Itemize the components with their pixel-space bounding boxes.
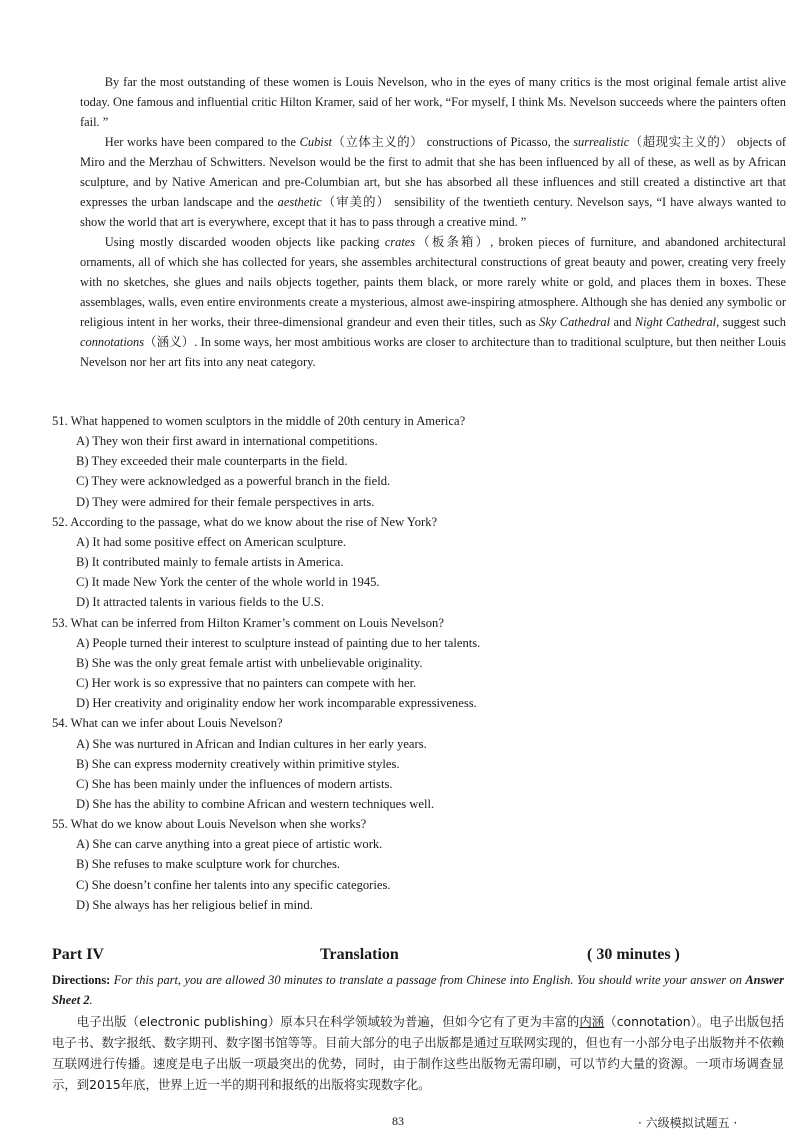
option-a: A) She can carve anything into a great piece of artistic work. <box>76 837 383 852</box>
text-run: Using mostly discarded wooden objects like packing <box>104 235 385 249</box>
term-crates: crates <box>384 235 416 249</box>
question-stem: 55. What do we know about Louis Nevelson when she works? <box>52 817 367 832</box>
directions-label: Directions: <box>52 973 111 987</box>
text-run: （connotation）。电子出版包括电子书、数字报纸、数字期刊、数字图书馆等等。目前大部分的电子出版都是通过互联网实现的，但也有一小部分电子出版物并不依赖互联网进行传播。速度是电子出版一项最突出的优势，同时，由于制作这些出版物无需印刷，可以节约大量的资源。一项市场调查显示，到2015年底，世界上近一半的期刊和报纸的出版将实现数字化。 <box>52 1014 785 1092</box>
passage-paragraph-3 <box>80 232 786 372</box>
option-a: A) They won their first award in international competitions. <box>76 434 378 449</box>
part-header <box>52 946 782 970</box>
option-b: B) It contributed mainly to female artists in America. <box>76 555 344 570</box>
gloss-crates: （板条箱） <box>415 235 491 249</box>
term-connotations: connotations <box>80 335 145 349</box>
question-stem: 51. What happened to women sculptors in the middle of 20th century in America? <box>52 414 466 428</box>
question-stem: 53. What can be inferred from Hilton Kramer’s comment on Louis Nevelson? <box>52 615 444 630</box>
part-time: ( 30 minutes ) <box>587 946 680 963</box>
gloss-aesthetic: （审美的） <box>321 195 391 209</box>
option-d: D) She has the ability to combine African and western techniques well. <box>76 796 435 811</box>
term-cubist: Cubist <box>299 135 332 149</box>
chinese-passage <box>52 1011 784 1095</box>
option-c: C) Her work is so expressive that no painters can compete with her. <box>76 676 417 691</box>
text-run: objects of Miro and the Merzhau of Schwitters. Nevelson would be the first to admit that she has been influenced by all of these, as well as by African sculpture, and by Native American and pre-Columbian art, but she has absorbed all these influences and still created a distinctive art that expresses the urban landscape and the <box>80 135 787 209</box>
text-run: constructions of Picasso, the <box>423 135 574 149</box>
passage-paragraph-2 <box>80 132 786 232</box>
option-c: C) They were acknowledged as a powerful branch in the field. <box>76 474 391 489</box>
directions-text: For this part, you are allowed 30 minutes to translate a passage from Chinese into English. You should write your answer on <box>110 973 746 987</box>
text-run: Her works have been compared to the <box>104 135 300 149</box>
gloss-connotations: （涵义） <box>144 335 195 349</box>
text-run: , broken pieces of furniture, and abandoned architectural ornaments, all of which she has collected for years, she assembles architectural constructions of great beauty and power, creating very freely with no sketches, she glues and nails objects together, paints them black, or more rarely white or gold, and places them in boxes. These assemblages, walls, even entire environments create a mysterious, almost awe-inspiring atmosphere. Although she has denied any symbolic or religious intent in her works, their three-dimensional grandeur and even their titles, such as <box>80 235 786 329</box>
question-stem: 54. What can we infer about Louis Nevelson? <box>52 716 283 731</box>
gloss-surrealistic: （超现实主义的） <box>629 135 734 149</box>
option-c: C) She doesn’t confine her talents into any specific categories. <box>76 877 391 892</box>
title-night-cathedral: Night Cathedral <box>634 315 717 329</box>
text-run: sensibility of the twentieth century. Nevelson says, “I have always wanted to show the world that art is everywhere, except that it has to pass through a creative mind. ” <box>80 195 786 229</box>
directions-end: . <box>89 993 93 1007</box>
term-aesthetic: aesthetic <box>277 195 322 209</box>
underlined-term: 内涵 <box>579 1014 605 1029</box>
option-d: D) It attracted talents in various fields to the U.S. <box>76 595 324 610</box>
option-c: C) It made New York the center of the whole world in 1945. <box>76 575 380 590</box>
question-52 <box>52 512 772 613</box>
option-d: D) Her creativity and originality endow her work incomparable expressiveness. <box>76 696 477 711</box>
option-b: B) They exceeded their male counterparts in the field. <box>76 454 348 469</box>
term-surrealistic: surrealistic <box>573 135 630 149</box>
option-b: B) She was the only great female artist with unbelievable originality. <box>76 655 423 670</box>
text-run: and <box>610 315 635 329</box>
option-d: D) They were admired for their female perspectives in arts. <box>76 494 375 509</box>
option-a: A) She was nurtured in African and Indian cultures in her early years. <box>76 736 427 751</box>
gloss-cubist: （立体主义的） <box>331 135 424 149</box>
text-run: , suggest such <box>716 315 786 329</box>
text-run: 电子出版（electronic publishing）原本只在科学领域较为普遍，但如今它有了更为丰富的 <box>76 1014 580 1029</box>
part-label: Part IV <box>52 946 104 963</box>
passage-paragraph-1: By far the most outstanding of these women is Louis Nevelson, who in the eyes of many critics is the most original female artist alive today. One famous and influential critic Hilton Kramer, said of her work, “For myself, I think Ms. Nevelson succeeds where the painters often fail. ” <box>80 75 786 129</box>
question-55 <box>52 814 772 915</box>
directions <box>52 970 784 1010</box>
option-d: D) She always has her religious belief in mind. <box>76 897 313 912</box>
answer-sheet-ref: Answer Sheet 2 <box>52 973 784 1007</box>
title-sky-cathedral: Sky Cathedral <box>539 315 611 329</box>
question-53 <box>52 613 772 714</box>
reading-passage <box>80 72 786 372</box>
text-run: . In some ways, her most ambitious works are closer to architecture than to traditional sculpture, but then neither Louis Nevelson nor her art fits into any neat category. <box>80 335 787 369</box>
footer-title: · 六级模拟试题五 · <box>638 1116 738 1130</box>
question-51 <box>52 411 772 512</box>
question-54 <box>52 713 772 814</box>
question-stem: 52. According to the passage, what do we know about the rise of New York? <box>52 514 438 529</box>
option-a: A) People turned their interest to sculpture instead of painting due to her talents. <box>76 635 481 650</box>
page-number: 83 <box>392 1114 404 1128</box>
option-a: A) It had some positive effect on American sculpture. <box>76 534 347 549</box>
question-list <box>52 411 772 915</box>
part-title: Translation <box>320 946 399 963</box>
option-c: C) She has been mainly under the influences of modern artists. <box>76 776 393 791</box>
option-b: B) She can express modernity creatively within primitive styles. <box>76 756 400 771</box>
option-b: B) She refuses to make sculpture work for churches. <box>76 857 341 872</box>
